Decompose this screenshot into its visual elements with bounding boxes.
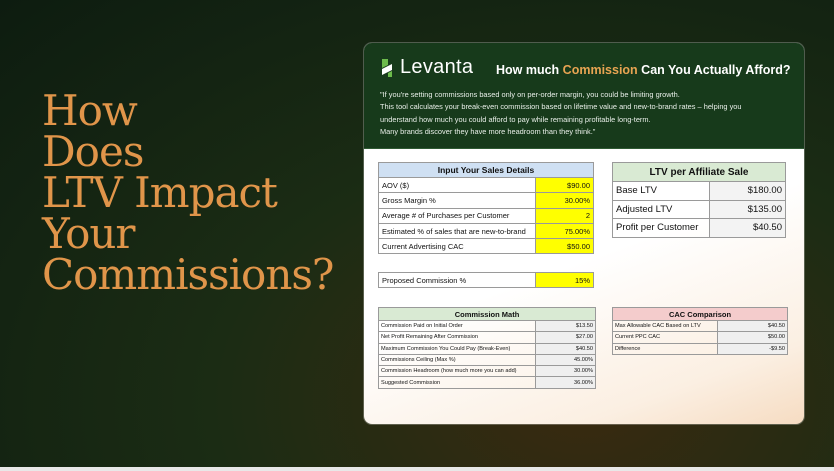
intro-line: "If you're setting commissions based only on per-order margin, you could be limiting growth. [380, 90, 680, 99]
intro-text [380, 89, 795, 138]
cac-comparison-table [612, 307, 788, 355]
card-title [496, 63, 790, 77]
headline-line: How [42, 86, 137, 135]
table-row [613, 343, 788, 354]
table-row [379, 193, 594, 208]
table-row [379, 321, 596, 332]
brand-name: Levanta [400, 56, 474, 78]
proposed-commission-table [378, 272, 594, 288]
table-row [613, 332, 788, 343]
math-value: $27.00 [536, 332, 596, 343]
table-row [379, 332, 596, 343]
input-label: Gross Margin % [379, 193, 536, 208]
ltv-value: $180.00 [710, 182, 786, 201]
card-title-end: Can You Actually Afford? [637, 63, 791, 77]
math-value: 30.00% [536, 366, 596, 377]
math-label: Commission Paid on Initial Order [379, 321, 536, 332]
card-header [364, 43, 804, 149]
ltv-label: Adjusted LTV [613, 200, 710, 219]
math-label: Suggested Commission [379, 377, 536, 388]
input-label: Current Advertising CAC [379, 239, 536, 254]
card-title-accent: Commission [562, 63, 638, 77]
table-row [613, 321, 788, 332]
intro-line: Many brands discover they have more headroom than they think." [380, 126, 596, 136]
table-row [379, 354, 596, 365]
advertising-cac-input[interactable]: $50.00 [536, 239, 594, 254]
intro-line: This tool calculates your break-even commission based on lifetime value and new-to-brand rates – helping you [380, 102, 742, 112]
cac-label: Difference [613, 343, 718, 354]
cac-label: Current PPC CAC [613, 332, 718, 343]
card-title-start: How much [496, 63, 563, 77]
input-label: Estimated % of sales that are new-to-brand [379, 223, 536, 238]
cac-table-title: CAC Comparison [613, 308, 788, 321]
ltv-table-title: LTV per Affiliate Sale [613, 163, 786, 182]
headline [42, 86, 352, 299]
aov-input[interactable]: $90.00 [536, 178, 594, 193]
table-row [379, 366, 596, 377]
levanta-logo-icon [379, 58, 395, 78]
intro-line: understand how much you could afford to pay while remaining profitable long-term. [380, 114, 651, 124]
table-row [379, 273, 594, 288]
table-row [613, 200, 786, 219]
input-sales-table [378, 162, 594, 254]
commission-math-table [378, 307, 596, 389]
table-row [379, 343, 596, 354]
headline-line: Does [42, 127, 144, 176]
math-label: Net Profit Remaining After Commission [379, 332, 536, 343]
headline-line: Your [42, 209, 135, 258]
math-value: 36.00% [536, 377, 596, 388]
math-table-title: Commission Math [379, 308, 596, 321]
purchases-per-customer-input[interactable]: 2 [536, 208, 594, 223]
ltv-table [612, 162, 786, 238]
ltv-label: Profit per Customer [613, 219, 710, 238]
table-row [613, 219, 786, 238]
cac-value: $50.00 [718, 332, 788, 343]
table-row [379, 239, 594, 254]
math-label: Commission Headroom (how much more you can add) [379, 366, 536, 377]
math-label: Commissions Ceiling (Max %) [379, 354, 536, 365]
cac-label: Max Allowable CAC Based on LTV [613, 321, 718, 332]
proposed-commission-input[interactable]: 15% [536, 273, 594, 288]
ltv-label: Base LTV [613, 182, 710, 201]
table-row [379, 377, 596, 388]
input-label: Average # of Purchases per Customer [379, 208, 536, 223]
input-label: AOV ($) [379, 178, 536, 193]
math-value: $40.50 [536, 343, 596, 354]
math-label: Maximum Commission You Could Pay (Break-Even) [379, 343, 536, 354]
cac-value: -$9.50 [718, 343, 788, 354]
headline-line: LTV Impact [42, 168, 277, 217]
table-row [379, 223, 594, 238]
proposed-commission-label: Proposed Commission % [379, 273, 536, 288]
math-value: 45.00% [536, 354, 596, 365]
table-row [379, 178, 594, 193]
ltv-value: $135.00 [710, 200, 786, 219]
brand-logo [379, 56, 473, 79]
math-value: $13.50 [536, 321, 596, 332]
new-to-brand-input[interactable]: 75.00% [536, 223, 594, 238]
table-row [613, 182, 786, 201]
table-row [379, 208, 594, 223]
ltv-value: $40.50 [710, 219, 786, 238]
calculator-card [364, 43, 804, 424]
bottom-strip [0, 467, 834, 471]
gross-margin-input[interactable]: 30.00% [536, 193, 594, 208]
cac-value: $40.50 [718, 321, 788, 332]
input-table-title: Input Your Sales Details [379, 163, 594, 178]
headline-line: Commissions? [42, 250, 334, 299]
